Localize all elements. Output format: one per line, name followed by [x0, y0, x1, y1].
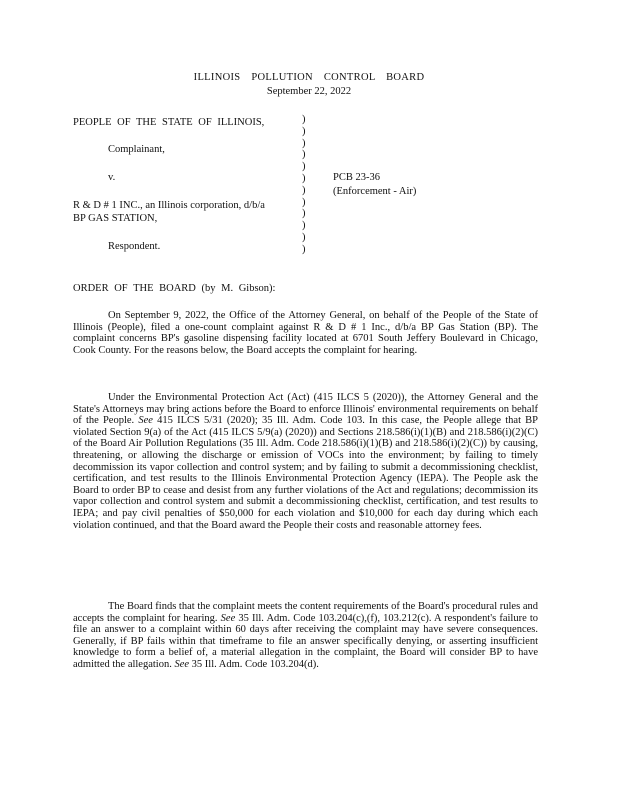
plaintiff-role: Complainant, [108, 144, 165, 155]
paragraph-3-part-1: The Board finds that the complaint meets the content requirements of the Board's procedural rules and accepts the complaint for hearing. [73, 601, 538, 624]
case-type: (Enforcement - Air) [333, 186, 417, 197]
order-heading: ORDER OF THE BOARD (by M. Gibson): [73, 283, 276, 294]
case-number: PCB 23-36 [333, 172, 380, 183]
paragraph-3-part-2: 35 Ill. Adm. Code 103.204(c),(f), 103.212(c). A respondent's failure to file an answer to a complaint within 60 days after receiving the complaint may have severe consequences. Generally, if BP fails within that timeframe to file an answer specifically denying, or asserting insufficient knowledge to form a belief of, a material allegation in the complaint, the Board will consider BP to have admitted the allegation. [73, 612, 539, 670]
board-title: ILLINOIS POLLUTION CONTROL BOARD [193, 72, 425, 83]
paragraph-2-part-2: 415 ILCS 5/31 (2020); 35 Ill. Adm. Code 103. In this case, the People allege that BP violated Section 9(a) of the Act (415 ILCS 5/9(a) (2020)) and Sections 218.586(i)(1)(B) and 218.586(i)(2)(C) of the Board Air Pollution Regulations (35 Ill. Adm. Code 218.586(i)(1)(B) and 218.586(i)(2)(C)) by causing, threatening, or allowing the discharge or emission of VOCs into the environment; by failing to timely decommission its vapor collection and control system; and by failing to submit a decommissioning checklist, certification, and test results to the Illinois Environmental Protection Agency (IEPA). The People ask the Board to order BP to cease and desist from any further violations of the Act and regulations; decommission its vapor collection and control system and submit a decommissioning checklist, certification, and test results to IEPA; and pay civil penalties of $50,000 for each violation and $10,000 for each day during which each violation continued, and that the Board award the People their costs and reasonable attorney fees. [73, 415, 539, 531]
versus: v. [108, 172, 116, 183]
paragraph-3 [73, 601, 538, 671]
plaintiff-name: PEOPLE OF THE STATE OF ILLINOIS, [73, 117, 265, 128]
paragraph-1: On September 9, 2022, the Office of the Attorney General, on behalf of the People of the State of Illinois (People), filed a one-count complaint against R & D # 1 Inc., d/b/a BP Gas Station (BP). The complaint concerns BP's gasoline dispensing facility located at 6701 South Jeffery Boulevard in Chicago, Cook County. For the reasons below, the Board accepts the complaint for hearing. [73, 310, 538, 356]
see-signal: See [220, 612, 236, 624]
paragraph-2-part-1: Under the Environmental Protection Act (Act) (415 ILCS 5 (2020)), the Attorney General and the State's Attorneys may bring actions before the Board to enforce Illinois' environmental requirements on behalf of the People. [73, 392, 538, 427]
see-signal: See [138, 415, 153, 427]
respondent-role: Respondent. [108, 241, 161, 252]
respondent-name: R & D # 1 INC., an Illinois corporation, d/b/a [73, 200, 265, 211]
paragraph-2 [73, 392, 538, 531]
paragraph-3-part-3: 35 Ill. Adm. Code 103.204(d). [191, 658, 319, 670]
see-signal: See [174, 658, 190, 670]
respondent-dba: BP GAS STATION, [73, 213, 158, 224]
caption-parentheses: ) ) ) ) ) ) ) ) ) ) ) ) [302, 114, 306, 255]
order-date: September 22, 2022 [266, 86, 352, 97]
